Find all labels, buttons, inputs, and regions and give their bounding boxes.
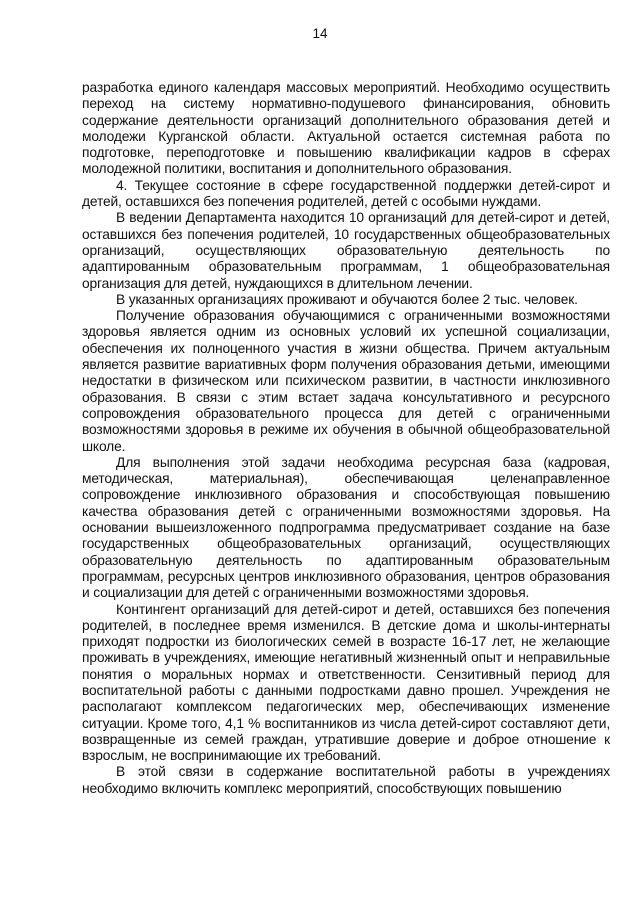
page-number: 14 [312,26,328,41]
paragraph: В указанных организациях проживают и обучаются более 2 тыс. человек. [116,291,578,307]
paragraph: Контингент организаций для детей-сирот и детей, оставшихся без попечения родителей, в последнее время изменился. В детские дома и школы-интернаты приходят подростки из биологических семей в возрасте 16-17 лет, не желающие проживать в учреждениях, имеющие негативный жизненный опыт и неправильные понятия о моральных нормах и ответственности. Сензитивный период для воспитательной работы с данными подростками давно прошел. Учреждения не располагают комплексом педагогических мер, обеспечивающих изменение ситуации. Кроме того, 4,1 % воспитанников из числа детей-сирот составляют дети, возвращенные из семей граждан, утратившие доверие и доброе отношение к взрослым, не воспринимающие их требований. [82,601,610,764]
paragraph: Для выполнения этой задачи необходима ресурсная база (кадровая, методическая, материальная), обеспечивающая целенаправленное сопровождение инклюзивного образования и способствующая повышению качества образования детей с ограниченными возможностями здоровья. На основании вышеизложенного подпрограмма предусматривает создание на базе государственных общеобразовательных организаций, осуществляющих образовательную деятельность по адаптированным образовательным программам, ресурсных центров инклюзивного образования, центров образования и социализации для детей с ограниченными возможностями здоровья. [82,454,610,601]
paragraph-truncated: В этой связи в содержание воспитательной работы в учреждениях необходимо включить комплекс мероприятий, способствующих повышению [82,764,610,796]
document-body [82,80,610,797]
paragraph: Получение образования обучающимися с ограниченными возможностями здоровья является одним из основных условий их успешной социализации, обеспечения их полноценного участия в жизни общества. Причем актуальным является развитие вариативных форм получения образования детьми, имеющими недостатки в физическом или психическом развитии, в частности инклюзивного образования. В связи с этим встает задача консультативного и ресурсного сопровождения образовательного процесса для детей с ограниченными возможностями здоровья в режиме их обучения в обычной общеобразовательной школе. [82,308,610,454]
paragraph: В ведении Департамента находится 10 организаций для детей-сирот и детей, оставшихся без попечения родителей, 10 государственных общеобразовательных организаций, осуществляющих образовательную деятельность по адаптированным образовательным программам, 1 общеобразовательная организация для детей, нуждающихся в длительном лечении. [82,210,610,291]
section-heading-4: 4. Текущее состояние в сфере государственной поддержки детей-сирот и детей, оставшихся без попечения родителей, детей с особыми нуждами. [82,177,610,210]
paragraph-continuation: разработка единого календаря массовых мероприятий. Необходимо осуществить переход на систему нормативно-подушевого финансирования, обновить содержание деятельности организаций дополнительного образования детей и молодежи Курганской области. Актуальной остается системная работа по подготовке, переподготовке и повышению квалификации кадров в сферах молодежной политики, воспитания и дополнительного образования. [82,80,610,177]
